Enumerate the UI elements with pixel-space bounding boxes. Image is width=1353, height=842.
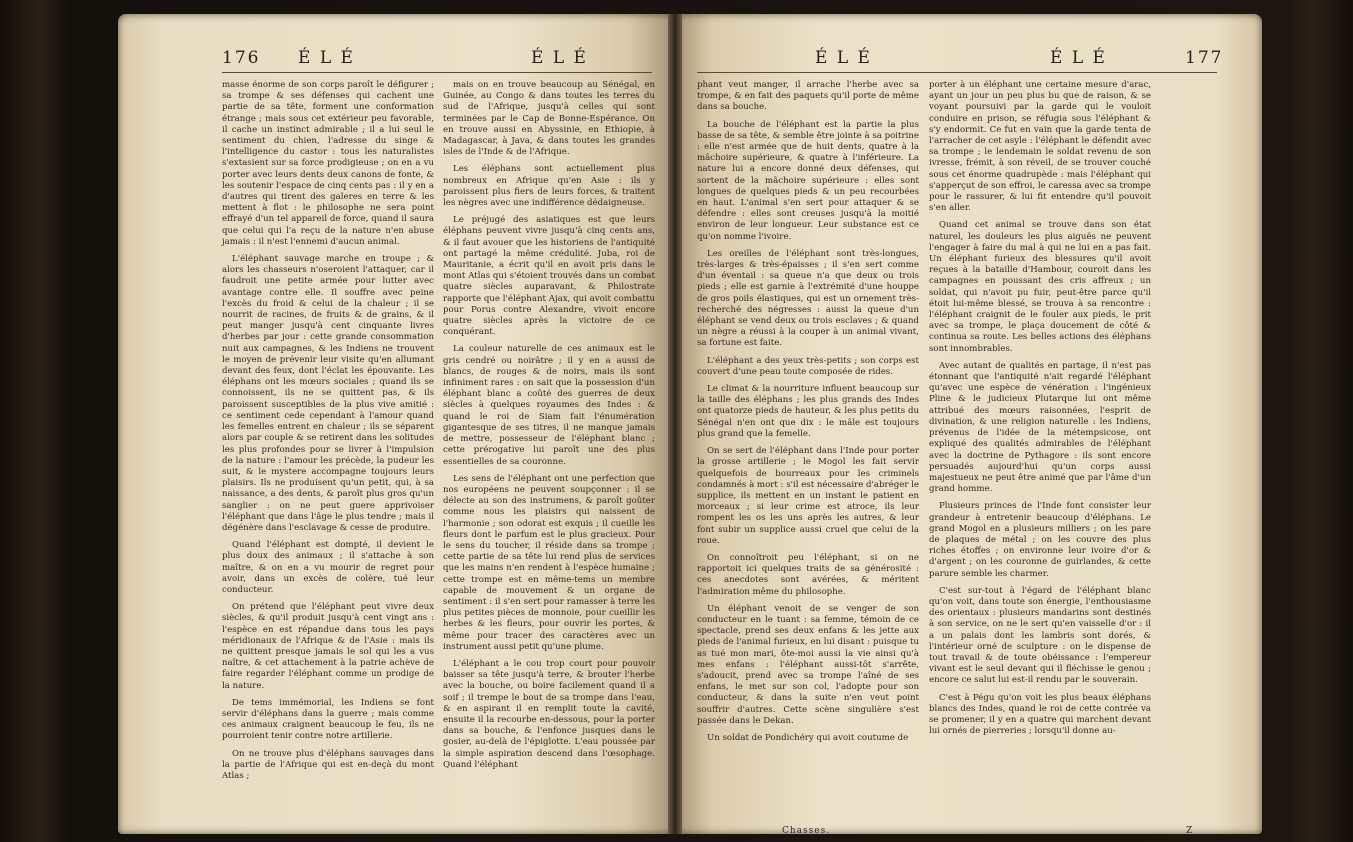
left-page-column-1	[222, 80, 434, 835]
paragraph: Quand cet animal se trouve dans son état naturel, les douleurs les plus aiguës ne peuvent l'engager à faire du mal à qui ne lui en a pas fait. Un éléphant furieux des blessures qu'il avoit reçues à la bataille d'Hambour, couroit dans les campagnes en poussant des cris affreux ; un soldat, qui n'avoit pu fuir, peut-être parce qu'il étoit lui-même blessé, se trouva à sa rencontre : l'éléphant craignit de le fouler aux pieds, le prit avec sa trompe, le plaça doucement de côté & continua sa route. Les belles actions des éléphans sont innombrables.	[929, 220, 1151, 354]
left-page-number: 176	[222, 48, 261, 68]
right-running-head-2: É L É	[1050, 48, 1107, 68]
right-page-column-1	[697, 80, 919, 835]
paragraph: On connoîtroit peu l'éléphant, si on ne rapportoit ici quelques traits de sa générosité : ces anecdotes sont avérées, & méritent l'admiration même du philosophe.	[697, 552, 919, 597]
paragraph: La couleur naturelle de ces animaux est le gris cendré ou noirâtre ; il y en a aussi de blancs, de rouges & de noirs, mais ils sont infiniment rares : on sait que la possession d'un éléphant blanc a coûté des guerres de deux siècles à quelques royaumes des Indes : & quand le roi de Siam fait l'énumération gigantesque de ses titres, il ne manque jamais de mettre, possesseur de l'éléphant blanc ; cette prérogative lui paroît une des plus essentielles de sa couronne.	[443, 344, 655, 467]
right-running-head-1: É L É	[815, 48, 872, 68]
paragraph: porter à un éléphant une certaine mesure d'arac, ayant un jour un peu plus bu que de raison, & se voyant poursuivi par la garde qui le vouloit conduire en prison, se réfugia sous l'éléphant & s'y endormit. Ce fut en vain que la garde tenta de l'arracher de cet asyle : l'éléphant le défendit avec sa trompe ; le lendemain le soldat revenu de son ivresse, frémit, à son réveil, de se trouver couché sous cet énorme quadrupède : mais l'éléphant qui s'apperçut de son effroi, le caressa avec sa trompe pour le rassurer, & lui fit entendre qu'il pouvoit s'en aller.	[929, 80, 1151, 214]
paragraph: De tems immémorial, les Indiens se font servir d'éléphans dans la guerre ; mais comme ces animaux craignent beaucoup le feu, ils ne pourroient tenir contre notre artillerie.	[222, 697, 434, 742]
paragraph: L'éléphant sauvage marche en troupe ; & alors les chasseurs n'oseroient l'attaquer, car il faudroit une petite armée pour lutter avec avantage contre elle. Il souffre avec peine l'excès du froid & celui de la chaleur ; il se nourrit de racines, de fruits & de grains, & il peut manger jusqu'à cent cinquante livres d'herbes par jour : cette grande consommation nuit aux campagnes, & les Indiens ne trouvent le moyen de prévenir leur visite qu'en allumant devant des feux, dont l'éclat les épouvante. Les éléphans ont les mœurs sociales ; quand ils se connoissent, ils ne se quittent pas, & ils paroissent susceptibles de la plus vive amitié : ce sentiment cede cependant à l'amour quand les femelles entrent en chaleur ; ils se séparent alors par couple & se retirent dans les solitudes les plus profondes pour se livrer à l'impulsion de la nature : l'amour les précède, la pudeur les suit, & le mystere accompagne toujours leurs plaisirs. Ils ne produisent qu'un petit, qui, à sa naissance, a des dents, & paroît plus gros qu'un sanglier : on ne peut guere apprivoiser l'éléphant que dans l'âge le plus tendre ; mais il dégénère dans l'esclavage & cesse de produire.	[222, 254, 434, 533]
paragraph: C'est sur-tout à l'égard de l'éléphant blanc qu'on voit, dans toute son énergie, l'enthousiasme des orientaux : plusieurs mandarins sont destinés à son service, on ne le sert qu'en vaisselle d'or : il a un palais dont les lambris sont dorés, & l'intérieur orné de sculpture : on le dispense de tout travail & de toute obéissance : l'empereur vivant est le seul devant qui il fléchisse le genou ; encore ce salut lui est-il rendu par le souverain.	[929, 585, 1151, 686]
paragraph: Avec autant de qualités en partage, il n'est pas étonnant que l'antiquité n'ait regardé l'éléphant qu'avec une espèce de vénération : l'ingénieux Pline & le judicieux Plutarque lui ont même attribué des mœurs raisonnées, l'esprit de divination, & une religion naturelle : les Indiens, prévenus de l'idée de la métempsicose, ont expliqué des qualités admirables de l'éléphant avec la doctrine de Pythagore : ils sont encore persuadés aujourd'hui qu'un corps aussi majestueux ne peut être animé que par l'âme d'un grand homme.	[929, 360, 1151, 495]
paragraph: L'éléphant a des yeux très-petits ; son corps est couvert d'une peau toute composée de rides.	[697, 355, 919, 377]
paragraph: Le préjugé des asiatiques est que leurs éléphans peuvent vivre jusqu'à cinq cents ans, & il faut avouer que les historiens de l'antiquité ont partagé la même crédulité. Juba, roi de Mauritanie, a écrit qu'il en avoit pris dans le mont Atlas qui s'étoient trouvés dans un combat quatre siècles auparavant, & Philostrate rapporte que l'éléphant Ajax, qui avoit combattu pour Porus contre Alexandre, vivoit encore quatre siècles après la victoire de ce conquérant.	[443, 215, 655, 338]
paragraph: Les sens de l'éléphant ont une perfection que nos européens ne peuvent soupçonner : il se délecte au son des instrumens, & paroît goûter comme nous les plaisirs qui naissent de l'harmonie ; son odorat est exquis ; il cueille les fleurs dont le parfum est le plus gracieux. Pour le sens du toucher, il réside dans sa trompe ; cette partie de sa tête lui rend plus de services que les mains n'en rendent à l'espèce humaine ; cette trompe est en même-tems un membre capable de mouvement & un organe de sentiment : il s'en sert pour ramasser à terre les plus petites pièces de monnoie, pour cueillir les herbes & les fleurs, pour ouvrir les portes, & même pour tracer des caractères avec un instrument aussi petit qu'une plume.	[443, 473, 655, 652]
paragraph: La bouche de l'éléphant est la partie la plus basse de sa tête, & semble être jointe à sa poitrine : elle n'est armée que de huit dents, quatre à la mâchoire supérieure, & quatre à l'inférieure. La nature lui a encore donné deux défenses, qui sortent de la mâchoire supérieure : elles sont longues de quelques pieds & un peu recourbées en haut. L'animal s'en sert pour attaquer & se défendre : elles sont creuses jusqu'à la moitié environ de leur longueur. Leur substance est ce qu'on nomme l'ivoire.	[697, 119, 919, 242]
right-page-column-2	[929, 80, 1151, 835]
right-page-number: 177	[1185, 48, 1224, 68]
signature-mark: Z	[1186, 826, 1193, 836]
paragraph: Un soldat de Pondichéry qui avoit coutume de	[707, 732, 909, 743]
book-gutter	[668, 14, 682, 834]
paragraph: mais on en trouve beaucoup au Sénégal, en Guinée, au Congo & dans toutes les terres du sud de l'Afrique, jusqu'à celles qui sont terminées par le Cap de Bonne-Espérance. On en trouve aussi en Abyssinie, en Ethiopie, à Madagascar, à Java, & dans toutes les grandes isles de l'Inde & de l'Afrique.	[443, 80, 655, 158]
left-head-rule	[222, 72, 652, 73]
paragraph: Un éléphant venoit de se venger de son conducteur en le tuant : sa femme, témoin de ce spectacle, prend ses deux enfans & les jette aux pieds de l'animal furieux, en lui disant : puisque tu as tué mon mari, ôte-moi aussi la vie ainsi qu'à mes enfans : l'éléphant aussi-tôt s'arrête, s'adoucit, prend avec sa trompe l'aîné de ses enfans, le met sur son col, l'adopte pour son conducteur, & dans la suite n'en veut point souffrir d'autres. Cette scène singulière s'est passée dans le Dekan.	[697, 603, 919, 726]
paragraph: Quand l'éléphant est dompté, il devient le plus doux des animaux ; il s'attache à son maître, & on en a vu mourir de regret pour avoir, dans un excès de colère, tué leur conducteur.	[222, 540, 434, 595]
left-running-head-1: É L É	[298, 48, 355, 68]
paragraph: L'éléphant a le cou trop court pour pouvoir baisser sa tête jusqu'à terre, & brouter l'herbe avec la bouche, ou boire facilement quand il a soif ; il trempe le bout de sa trompe dans l'eau, & en aspirant il en remplit toute la cavité, ensuite il la recourbe en-dessous, pour la porter dans sa bouche, & l'enfonce jusques dans le gosier, au-delà de l'épiglotte. L'eau poussée par la simple aspiration descend dans l'œsophage. Quand l'éléphant	[443, 658, 655, 770]
paragraph: On se sert de l'éléphant dans l'Inde pour porter la grosse artillerie ; le Mogol les fait servir quelquefois de bourreaux pour les criminels condamnés à mort : s'il est nécessaire d'abréger le supplice, ils mettent en un instant le patient en morceaux ; si leur crime est atroce, ils leur rompent les os les uns après les autres, & leur font subir un supplice aussi cruel que celui de la roue.	[697, 446, 919, 546]
paragraph: phant veut manger, il arrache l'herbe avec sa trompe, & en fait des paquets qu'il porte de même dans sa bouche.	[697, 80, 919, 113]
paragraph: Le climat & la nourriture influent beaucoup sur la taille des éléphans ; les plus grands des Indes ont quatorze pieds de hauteur, & les plus petits du Sénégal n'en ont que dix : le mâle est toujours plus grand que la femelle.	[697, 384, 919, 439]
catchword: Chasses.	[782, 826, 831, 836]
right-head-rule	[697, 72, 1217, 73]
left-running-head-2: É L É	[531, 48, 588, 68]
paragraph: On prétend que l'éléphant peut vivre deux siècles, & qu'il produit jusqu'à cent vingt ans : l'espèce en est répandue dans tous les pays méridionaux de l'Afrique & de l'Asie : mais ils ne quittent presque jamais le sol qui les a vus naître, & cet attachement à la patrie achève de faire regarder l'éléphant comme un prodige de la nature.	[222, 602, 434, 691]
paragraph: Les éléphans sont actuellement plus nombreux en Afrique qu'en Asie : ils y paroissent plus fiers de leurs forces, & traitent les nègres avec une indifférence dédaigneuse.	[443, 164, 655, 209]
left-page-column-2	[443, 80, 655, 835]
paragraph: On ne trouve plus d'éléphans sauvages dans la partie de l'Afrique qui est en-deçà du mont Atlas ;	[222, 748, 434, 781]
paragraph: Plusieurs princes de l'Inde font consister leur grandeur à entretenir beaucoup d'éléphans. Le grand Mogol en a plusieurs milliers ; on les pare de plaques de métal ; on les couvre des plus riches étoffes ; on environne leur ivoire d'or & d'argent ; on les couronne de guirlandes, & cette parure semble les charmer.	[929, 501, 1151, 579]
paragraph: C'est à Pégu qu'on voit les plus beaux éléphans blancs des Indes, quand le roi de cette contrée va se promener, il y en a quatre qui marchent devant lui ornés de pierreries ; lorsqu'il donne au-	[929, 692, 1151, 737]
paragraph: Les oreilles de l'éléphant sont très-longues, très-larges & très-épaisses ; il s'en sert comme d'un éventail : sa queue n'a que deux ou trois pieds ; elle est garnie à l'extrémité d'une houppe de gros poils élastiques, qui est un ornement très-recherché des négresses : aussi la queue d'un éléphant se vend deux ou trois esclaves ; & quand un nègre a réussi à la couper à un animal vivant, sa fortune est faite.	[697, 248, 919, 349]
paragraph: masse énorme de son corps paroît le défigurer ; sa trompe & ses défenses qui cachent une partie de sa tête, forment une conformation étrange ; mais sous cet extérieur peu favorable, il cache un instinct admirable ; il a lui seul le sentiment du chien, l'adresse du singe & l'intelligence du castor : tous les naturalistes s'extasient sur sa force prodigieuse ; on en a vu porter avec leurs dents deux canons de fonte, & les soutenir l'espace de cinq cents pas : il y en a d'autres qui tirent des galeres en terre & les mettent à flot : le philosophe ne sera point effrayé d'un tel appareil de force, quand il saura que celui qui l'a reçu de la nature n'en abuse jamais : il n'est l'ennemi d'aucun animal.	[222, 80, 434, 247]
